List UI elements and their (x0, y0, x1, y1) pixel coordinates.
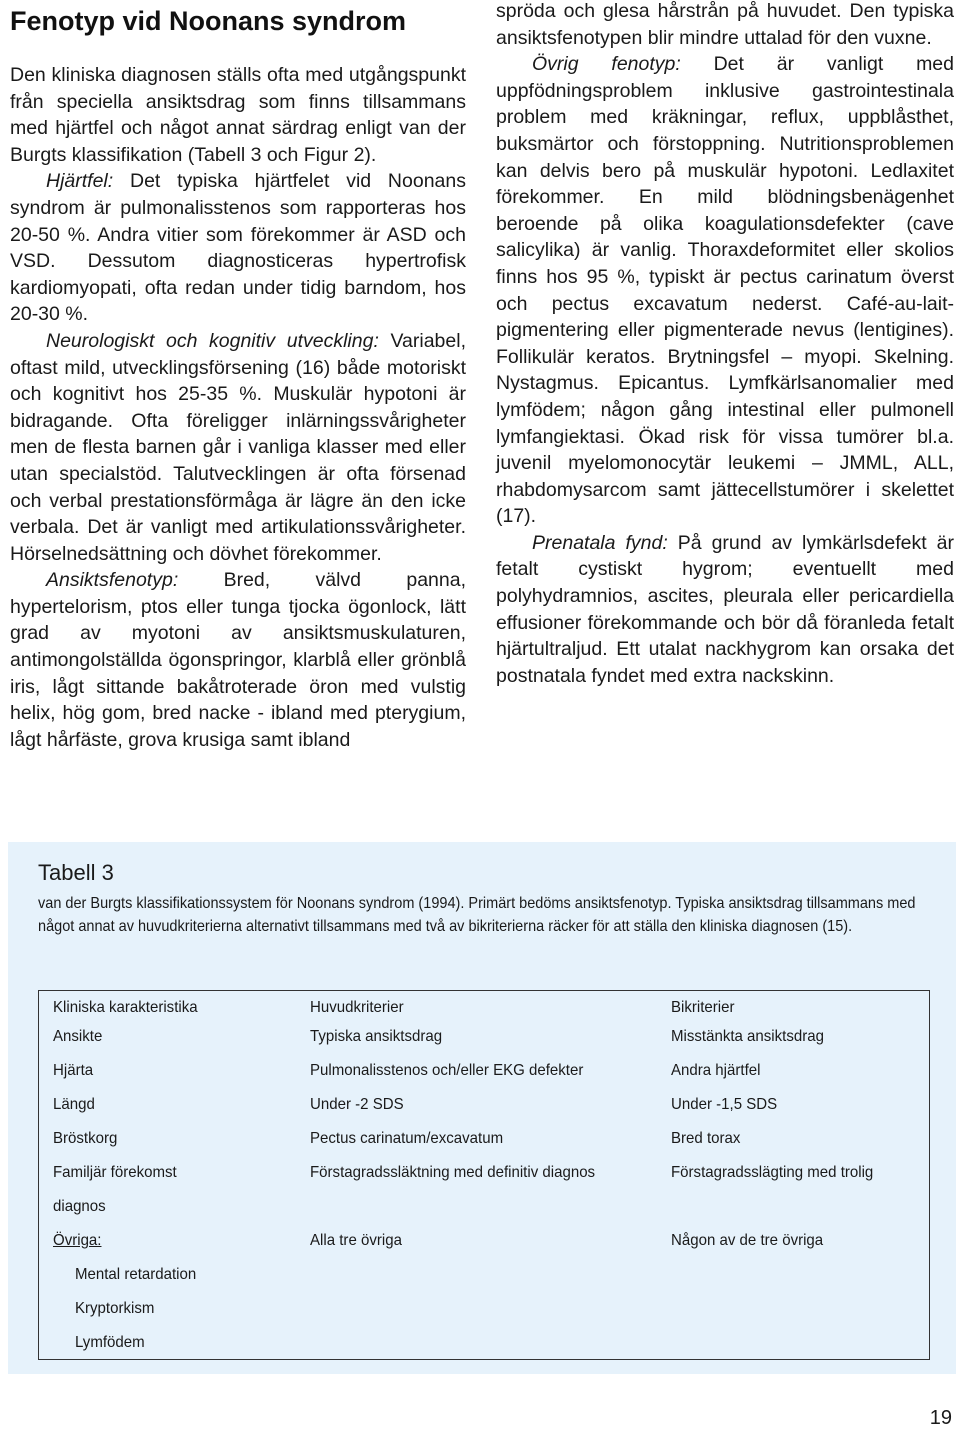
table-row (39, 1122, 929, 1156)
table-cell: Någon av de tre övriga (671, 1232, 824, 1249)
page-title: Fenotyp vid Noonans syndrom (10, 6, 407, 36)
intro-paragraph (10, 62, 466, 168)
prenatal-lead: Prenatala fynd: (532, 531, 668, 554)
heart-text: Det typiska hjärtfelet vid Noonans syndrom är pulmonalisstenos som rapporteras hos 20-50 %. Andra vitier som förekommer är ASD och VSD. Dessutom diagnosticeras hypertrofisk kardiomyopati, ofta redan under tidig barndom, hos 20-30 %. (10, 170, 466, 326)
table-cell: Under -2 SDS (310, 1096, 404, 1113)
table-row (39, 1020, 929, 1054)
table-cell: Ansikte (53, 1028, 103, 1045)
table-row-sub (39, 1326, 929, 1360)
other-text: Det är vanligt med uppfödningsproblem inklusive gastrointestinala problem med kräkningar, reflux, uppblåsthet, buksmärtor och förstoppning. Nutritionsproblemen kan delvis bero på muskulär hypotoni. Ledlaxitet förekommer. En mild blödningsbenägenhet beroende på olika koagulationsdefekter (cave salicylika) är vanlig. Thoraxdeformitet eller skolios finns hos 95 %, typiskt är pectus carinatum överst och pectus excavatum nederst. Café-au-lait-pigmentering eller pigmenterade nevus (lentigines). Follikulär keratos. Brytningsfel – myopi. Skelning. Nystagmus. Epicantus. Lymfkärlsanomalier med lymfödem; någon gång intestinal eller pulmonell lymfangiektasi. Ökad risk för vissa tumörer bl.a. juvenil myelomonocytär leukemi – JMML, ALL, rhabdomysarcom samt jättecellstumörer i skelettet (17). (496, 53, 954, 528)
header-cell: Bikriterier (671, 999, 735, 1016)
table-cell: Alla tre övriga (310, 1232, 402, 1249)
table-cell: Bröstkorg (53, 1130, 118, 1147)
table-cell: Övriga: (53, 1232, 102, 1249)
heart-lead: Hjärtfel: (46, 170, 114, 193)
table-row (39, 1054, 929, 1088)
table-cell: Bred torax (671, 1130, 741, 1147)
continuation-text: spröda och glesa hårstrån på huvudet. Den typiska ansiktsfenotypen blir mindre uttalad för den vuxne. (496, 0, 954, 49)
table-cell: Längd (53, 1096, 95, 1113)
table-caption: van der Burgts klassifikationssystem för Noonans syndrom (1994). Primärt bedöms ansiktsfenotyp. Typiska ansiktsdrag tillsammans med något annat av huvudkriterierna alternativt tillsammans med två av bikriterierna räcker för att ställa den kliniska diagnosen (15). (38, 895, 916, 935)
table-cell: Pectus carinatum/excavatum (310, 1130, 504, 1147)
intro-text: Den kliniska diagnosen ställs ofta med utgångspunkt från speciella ansiktsdrag som finns tillsammans med hjärtfel och något annat särdrag enligt van der Burgts klassifikation (Tabell 3 och Figur 2). (10, 64, 466, 166)
neuro-paragraph (10, 328, 466, 567)
criteria-table (38, 990, 930, 1360)
face-lead: Ansiktsfenotyp: (46, 569, 179, 592)
left-column (10, 0, 466, 753)
prenatal-text: På grund av lymkärlsdefekt är fetalt cystiskt hygrom; eventuellt med polyhydramnios, ascites, pleurala eller pericardiella effusioner förekommande och bör då föranleda fetalt hjärtultraljud. Ett utalat nackhygrom kan orsaka det postnatala fyndet med extra nackskinn. (496, 531, 954, 687)
neuro-text: Variabel, oftast mild, utvecklingsförsening (16) både motoriskt och kognitivt hos 25-35 %. Muskulär hypotoni är bidragande. Ofta föreligger inlärningssvårigheter men de flesta barnen går i vanliga klasser med eller utan specialstöd. Talutvecklingen är ofta försenad och verbal prestationsförmåga är lägre än den icke verbala. Det är vanligt med artikulationssvårigheter. Hörselnedsättning och dövhet förekommer. (10, 329, 466, 565)
face-text: Bred, välvd panna, hypertelorism, ptos eller tunga tjocka ögonlock, lätt grad av myotoni av ansiktsmuskulaturen, antimongolställda ögonspringor, klarblå eller grönblå iris, lågt sittande bakåtroterade öron med vulstig helix, hög gom, bred nacke - ibland med pterygium, lågt hårfäste, grova krusiga samt ibland (10, 569, 466, 751)
face-paragraph (10, 567, 466, 753)
table-panel (8, 842, 956, 1374)
table-row (39, 1088, 929, 1122)
other-lead: Övrig fenotyp: (532, 53, 681, 76)
table-label: Tabell 3 (38, 860, 114, 885)
table-cell: Typiska ansiktsdrag (310, 1028, 443, 1045)
table-cell: Familjär förekomst (53, 1164, 177, 1181)
table-row-sub (39, 1258, 929, 1292)
page-number: 19 (929, 1407, 952, 1429)
table-row (39, 1190, 929, 1224)
table-row-sub (39, 1292, 929, 1326)
header-cell: Huvudkriterier (310, 999, 404, 1016)
others-item: Lymfödem (75, 1334, 145, 1351)
header-cell: Kliniska karakteristika (53, 999, 198, 1016)
table-row (39, 1224, 929, 1258)
heart-paragraph (10, 168, 466, 328)
table-cell: Misstänkta ansiktsdrag (671, 1028, 824, 1045)
table-cell: Pulmonalisstenos och/eller EKG defekter (310, 1062, 584, 1079)
other-paragraph (496, 51, 954, 530)
continuation-paragraph (496, 0, 954, 51)
table-cell: Under -1,5 SDS (671, 1096, 778, 1113)
right-column (496, 0, 954, 689)
table-cell: Hjärta (53, 1062, 94, 1079)
table-row (39, 1156, 929, 1190)
table-cell: Förstagradssläktning med definitiv diagnos (310, 1164, 596, 1181)
table-cell: Förstagradsslägting med trolig (671, 1164, 874, 1181)
others-item: Mental retardation (75, 1266, 197, 1283)
prenatal-paragraph (496, 530, 954, 690)
table-cell: diagnos (53, 1198, 106, 1215)
neuro-lead: Neurologiskt och kognitiv utveckling: (46, 329, 379, 352)
others-item: Kryptorkism (75, 1300, 155, 1317)
table-cell: Andra hjärtfel (671, 1062, 761, 1079)
